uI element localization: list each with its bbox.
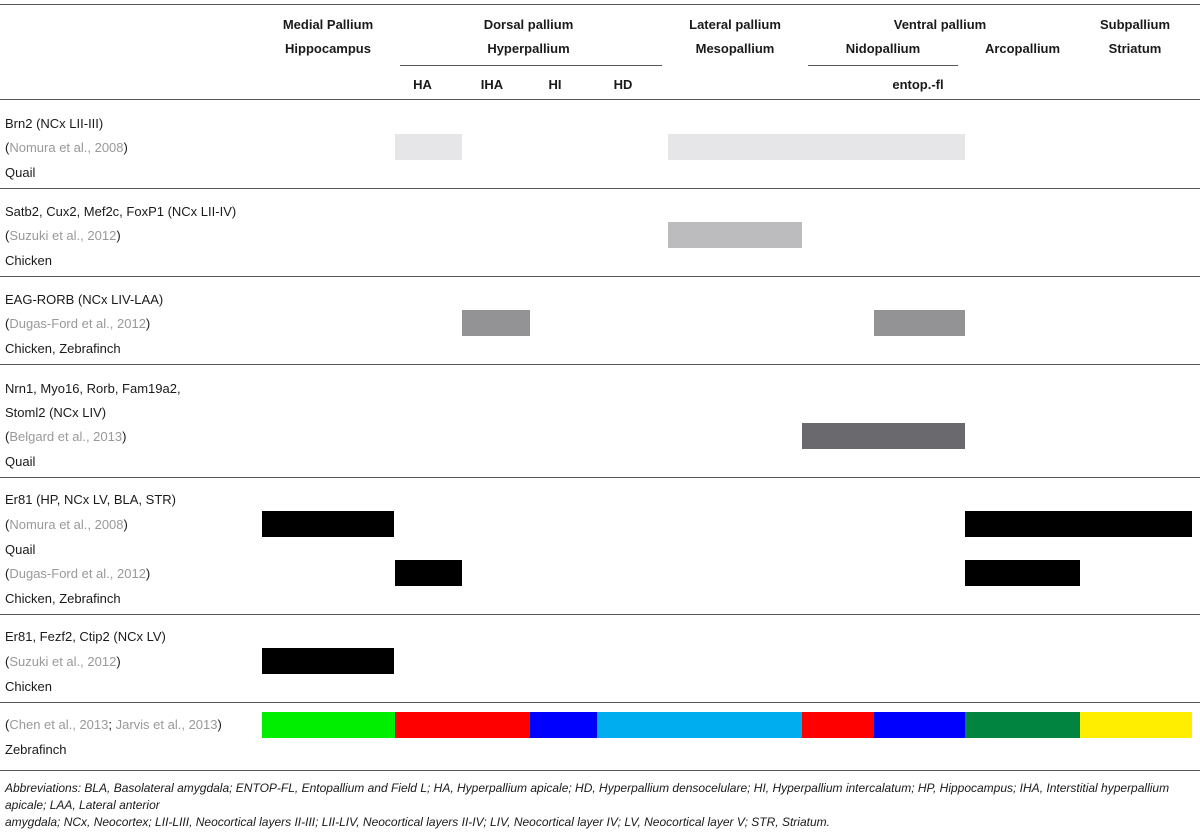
table-top-rule (0, 4, 1200, 5)
row2-cite-text: Suzuki et al., 2012 (9, 228, 117, 243)
row7-cite-b: Jarvis et al., 2013 (115, 717, 218, 732)
header-medial-pallium: Medial Pallium (282, 17, 374, 32)
row-divider (0, 276, 1200, 277)
row2-citation: (Suzuki et al., 2012) (5, 228, 121, 243)
row1-species: Quail (5, 165, 36, 180)
row6-species: Chicken (5, 679, 52, 694)
row6-cite-text: Suzuki et al., 2012 (9, 654, 117, 669)
row-divider (0, 188, 1200, 189)
bar-color-hd-meso (597, 712, 802, 738)
bar-satb2-meso (668, 222, 802, 248)
header-dorsal-pallium: Dorsal pallium (483, 17, 574, 32)
header-striatum: Striatum (1108, 41, 1162, 56)
header-subpallium: Subpallium (1099, 17, 1171, 32)
bar-eag-entop (874, 310, 965, 336)
abbreviations-footnote (5, 780, 1195, 831)
row6-genes: Er81, Fezf2, Ctip2 (NCx LV) (5, 629, 166, 644)
bar-nrn1-nido (802, 423, 965, 449)
row3-cite-text: Dugas-Ford et al., 2012 (9, 316, 146, 331)
header-arcopallium: Arcopallium (984, 41, 1061, 56)
row7-citation: (Chen et al., 2013; Jarvis et al., 2013) (5, 717, 222, 732)
row1-genes: Brn2 (NCx LII-III) (5, 116, 104, 131)
row4-species: Quail (5, 454, 36, 469)
bar-color-arco (965, 712, 1080, 738)
row4-citation: (Belgard et al., 2013) (5, 429, 127, 444)
row1-citation: (Nomura et al., 2008) (5, 140, 128, 155)
header-rule-nidopallium (808, 65, 958, 66)
bar-er81-ha (395, 560, 462, 586)
row7-species: Zebrafinch (5, 742, 67, 757)
row3-genes: EAG-RORB (NCx LIV-LAA) (5, 292, 164, 307)
header-rule-hyperpallium (400, 65, 662, 66)
bar-color-hippocampus (262, 712, 395, 738)
row6-citation: (Suzuki et al., 2012) (5, 654, 121, 669)
bar-color-hi (530, 712, 597, 738)
row5-cite2-text: Dugas-Ford et al., 2012 (9, 566, 146, 581)
header-hippocampus: Hippocampus (285, 41, 371, 56)
header-bottom-rule (0, 99, 1200, 100)
header-ventral-pallium: Ventral pallium (893, 17, 987, 32)
bar-color-ha (395, 712, 530, 738)
bar-er81-hippocampus (262, 511, 394, 537)
row-divider (0, 702, 1200, 703)
bar-er81-fezf2-hippocampus (262, 648, 394, 674)
bar-color-nido-red (802, 712, 874, 738)
header-nidopallium: Nidopallium (845, 41, 921, 56)
table-bottom-rule (0, 770, 1200, 771)
row7-cite-a: Chen et al., 2013 (9, 717, 109, 732)
header-hyperpallium: Hyperpallium (487, 41, 570, 56)
row1-cite-text: Nomura et al., 2008 (9, 140, 124, 155)
row7-cite-sep: ; (108, 717, 116, 732)
row-divider (0, 477, 1200, 478)
row5-genes: Er81 (HP, NCx LV, BLA, STR) (5, 492, 176, 507)
header-hi: HI (548, 77, 562, 92)
row5-species-2: Chicken, Zebrafinch (5, 591, 121, 606)
header-mesopallium: Mesopallium (695, 41, 775, 56)
row4-genes-line2: Stoml2 (NCx LIV) (5, 405, 107, 420)
footnote-line1: Abbreviations: BLA, Basolateral amygdala; ENTOP-FL, Entopallium and Field L; HA, Hyperpallium apicale; HD, Hyperpallium densocelulare; HI, Hyperpallium intercalatum; HP, Hippocampus; IHA, Interstitial hyperpallium apicale; LAA, Lateral anterior (5, 781, 1170, 812)
bar-color-entop-blue (874, 712, 965, 738)
row3-species: Chicken, Zebrafinch (5, 341, 121, 356)
bar-brn2-ha (395, 134, 462, 160)
bar-brn2-meso-nido (668, 134, 965, 160)
header-hd: HD (613, 77, 633, 92)
header-entop-fl: entop.-fl (892, 77, 944, 92)
bar-color-striatum (1080, 712, 1192, 738)
row3-citation: (Dugas-Ford et al., 2012) (5, 316, 151, 331)
row5-species: Quail (5, 542, 36, 557)
row4-genes-line1: Nrn1, Myo16, Rorb, Fam19a2, (5, 381, 181, 396)
header-iha: IHA (480, 77, 504, 92)
row-divider (0, 364, 1200, 365)
row-divider (0, 614, 1200, 615)
bar-eag-iha (462, 310, 530, 336)
row5-citation: (Nomura et al., 2008) (5, 517, 128, 532)
bar-er81-arco (965, 560, 1080, 586)
row4-cite-text: Belgard et al., 2013 (9, 429, 123, 444)
row5-citation-2: (Dugas-Ford et al., 2012) (5, 566, 151, 581)
row5-cite-text: Nomura et al., 2008 (9, 517, 124, 532)
header-lateral-pallium: Lateral pallium (689, 17, 781, 32)
row2-genes: Satb2, Cux2, Mef2c, FoxP1 (NCx LII-IV) (5, 204, 237, 219)
header-ha: HA (413, 77, 432, 92)
row2-species: Chicken (5, 253, 52, 268)
footnote-line2: amygdala; NCx, Neocortex; LII-LIII, Neocortical layers II-III; LII-LIV, Neocortical layers II-IV; LIV, Neocortical layer IV; LV, Neocortical layer V; STR, Striatum. (5, 815, 830, 829)
bar-er81-arco-striatum (965, 511, 1192, 537)
